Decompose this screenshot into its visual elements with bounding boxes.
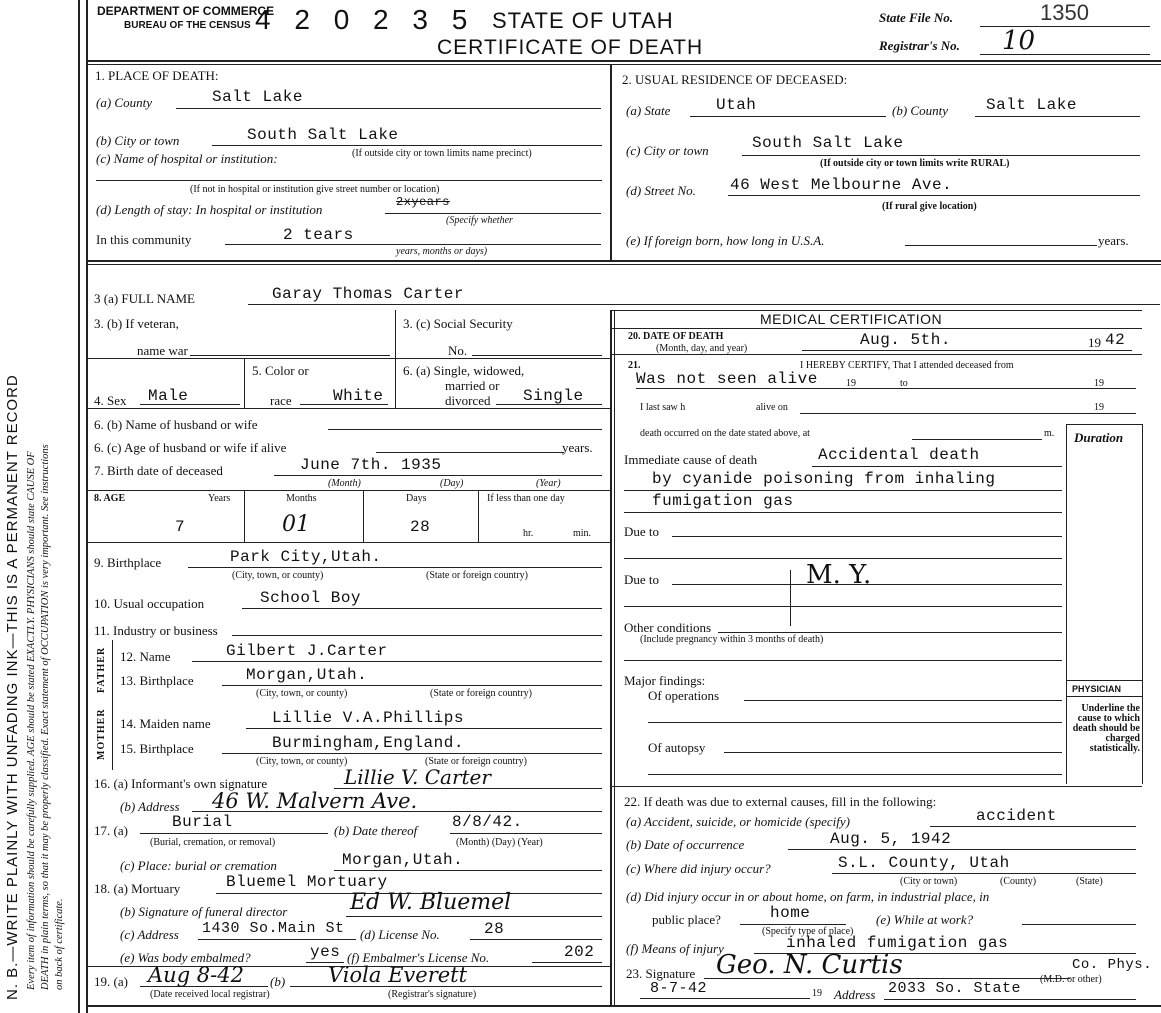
ext-a-value: accident <box>976 807 1057 825</box>
informant-address-value: 46 W. Malvern Ave. <box>212 789 418 813</box>
mother-birthplace-value: Burmingham,England. <box>272 734 464 752</box>
immediate-cause-3: fumigation gas <box>652 492 794 510</box>
death-occurred-label: death occurred on the date stated above, at <box>640 428 810 439</box>
hr-label: hr. <box>523 528 534 539</box>
length-of-stay-label: (d) Length of stay: In hospital or institution <box>96 202 323 217</box>
res-city-label: (c) City or town <box>626 143 709 158</box>
father-name-label: 12. Name <box>120 649 171 664</box>
occupation-label: 10. Usual occupation <box>94 596 205 611</box>
disposition-note: (Burial, cremation, or removal) <box>150 837 276 848</box>
race-value: White <box>333 387 384 405</box>
age-days-head: Days <box>406 493 427 504</box>
physician-signature: Geo. N. Curtis <box>716 950 903 980</box>
sidebar-note-2: DEATH in plain terms, so that it may be properly classified. Exact statement of OCCUPATION is very important. See instructions <box>40 444 51 990</box>
marital-label-3: divorced <box>445 393 491 408</box>
date-of-death-sub: (Month, day, and year) <box>656 343 748 354</box>
birthplace-label: 9. Birthplace <box>94 555 162 570</box>
ext-c-label: (c) Where did injury occur? <box>626 861 771 876</box>
certificate-number: 4 2 0 2 3 5 <box>255 4 476 35</box>
ext-f-label: (f) Means of injury <box>626 941 724 956</box>
mdy-note: (Month) (Day) (Year) <box>456 837 543 848</box>
war-label: name war <box>137 343 188 358</box>
foreign-years-label: years. <box>1098 233 1129 248</box>
medical-title: MEDICAL CERTIFICATION <box>760 311 943 327</box>
month-note: (Month) <box>328 478 361 489</box>
rural-location-note: (If rural give location) <box>882 201 977 212</box>
color-label: 5. Color or <box>252 363 309 378</box>
sidebar-note-3: on back of certificate. <box>54 898 65 990</box>
age-label: 8. AGE <box>94 493 126 504</box>
death-county-value: Salt Lake <box>212 88 303 106</box>
state-heading: STATE OF UTAH <box>492 8 674 33</box>
age-months-value: 01 <box>282 512 310 537</box>
ext-c-value: S.L. County, Utah <box>838 854 1010 872</box>
res-county-value: Salt Lake <box>986 96 1077 114</box>
bp-state-note: (State or foreign country) <box>426 570 528 581</box>
ymd-note: years, months or days) <box>396 246 488 257</box>
sidebar-note-1: Every item of information should be carefully supplied. AGE should be stated EXACTLY. PHYSICIANS should state CAUSE OF <box>26 451 37 990</box>
death-city-label: (b) City or town <box>96 133 180 148</box>
other-conditions-note: (Include pregnancy within 3 months of death) <box>640 634 824 645</box>
burial-date-value: 8/8/42. <box>452 813 523 831</box>
burial-place-value: Morgan,Utah. <box>342 851 464 869</box>
disposition-label: 17. (a) <box>94 823 128 838</box>
res-county-label: (b) County <box>892 103 948 118</box>
last-saw-19: 19 <box>1094 402 1104 413</box>
external-causes-label: 22. If death was due to external causes, fill in the following: <box>624 794 937 809</box>
physician-head: PHYSICIAN <box>1072 684 1122 694</box>
registrar-date: Aug 8-42 <box>148 963 244 987</box>
registrar-number-label: Registrar's No. <box>879 38 960 53</box>
informant-address-label: (b) Address <box>120 799 180 814</box>
year-note: (Year) <box>536 478 561 489</box>
signature-address-label: Address <box>834 987 876 1002</box>
immediate-cause-2: by cyanide poisoning from inhaling <box>652 470 996 488</box>
birth-date-label: 7. Birth date of deceased <box>94 463 223 478</box>
not-hospital-note: (If not in hospital or institution give street number or location) <box>190 184 440 195</box>
am-pm-label: m. <box>1044 428 1055 439</box>
cause-initials: M. Y. <box>806 560 872 590</box>
sex-value: Male <box>148 387 189 405</box>
sex-label: 4. Sex <box>94 393 127 408</box>
attended-19-b: 19 <box>1094 378 1104 389</box>
ext-c-state-note: (State) <box>1076 876 1103 887</box>
registrar-b-label: (b) <box>270 974 286 989</box>
res-city-value: South Salt Lake <box>752 134 904 152</box>
marital-label: 6. (a) Single, widowed, <box>403 363 525 378</box>
ext-b-label: (b) Date of occurrence <box>626 837 745 852</box>
state-file-label: State File No. <box>879 10 954 25</box>
specify-note: (Specify whether <box>446 215 513 226</box>
stay-struck-value: 2xyears <box>396 195 450 209</box>
mother-name-label: 14. Maiden name <box>120 716 211 731</box>
alive-on-label: alive on <box>756 402 788 413</box>
of-operations-label: Of operations <box>648 688 720 703</box>
death-county-label: (a) County <box>96 95 152 110</box>
death-city-value: South Salt Lake <box>247 126 399 144</box>
marital-value: Single <box>523 387 584 405</box>
registrar-number: 10 <box>1002 26 1036 56</box>
ssn-label: 3. (c) Social Security <box>403 316 513 331</box>
father-city-note: (City, town, or county) <box>256 688 348 699</box>
age-years-head: Years <box>208 493 231 504</box>
embalmed-label: (e) Was body embalmed? <box>120 950 251 965</box>
ssn-no-label: No. <box>448 343 468 358</box>
bp-city-note: (City, town, or county) <box>232 570 324 581</box>
mother-city-note: (City, town, or county) <box>256 756 348 767</box>
immediate-cause-1: Accidental death <box>818 446 980 464</box>
registrar-label: 19. (a) <box>94 974 128 989</box>
full-name-label: 3 (a) FULL NAME <box>94 291 195 306</box>
informant-label: 16. (a) Informant's own signature <box>94 776 268 791</box>
age-months-head: Months <box>286 493 317 504</box>
of-autopsy-label: Of autopsy <box>648 740 706 755</box>
signature-address-value: 2033 So. State <box>888 980 1022 997</box>
license-label: (d) License No. <box>360 927 440 942</box>
father-birthplace-label: 13. Birthplace <box>120 673 194 688</box>
other-conditions-label: Other conditions <box>624 620 712 635</box>
spouse-name-label: 6. (b) Name of husband or wife <box>94 417 258 432</box>
physician-title: Co. Phys. <box>1072 957 1153 973</box>
ext-a-label: (a) Accident, suicide, or homicide (specify) <box>626 814 850 829</box>
res-state-value: Utah <box>716 96 757 114</box>
date-of-death-label: 20. DATE OF DEATH <box>628 331 724 342</box>
rural-note: (If outside city or town limits write RURAL) <box>820 158 1010 169</box>
attended-to: to <box>900 378 908 389</box>
ext-c-city-note: (City or town) <box>900 876 958 887</box>
death-year-value: 42 <box>1105 331 1126 349</box>
embalmer-license-label: (f) Embalmer's License No. <box>347 950 490 965</box>
birth-date-value: June 7th. 1935 <box>300 456 442 474</box>
mortuary-address-value: 1430 So.Main St <box>202 920 345 937</box>
sidebar-main-text: N. B.—WRITE PLAINLY WITH UNFADING INK—THIS IS A PERMANENT RECORD <box>4 374 21 1000</box>
due-to-2-label: Due to <box>624 572 660 587</box>
ext-c-county-note: (County) <box>1000 876 1037 887</box>
director-signature: Ed W. Bluemel <box>350 890 512 915</box>
physician-note: Underline the cause to which death should be charged statistically. <box>1072 703 1140 754</box>
signature-date: 8-7-42 <box>650 980 708 997</box>
license-value: 28 <box>484 920 505 938</box>
mother-birthplace-label: 15. Birthplace <box>120 741 194 756</box>
immediate-cause-label: Immediate cause of death <box>624 452 758 467</box>
major-findings-label: Major findings: <box>624 673 706 688</box>
due-to-1-label: Due to <box>624 524 660 539</box>
state-file-number: 1350 <box>1040 0 1089 25</box>
duration-head: Duration <box>1074 430 1124 445</box>
place-of-death-title: 1. PLACE OF DEATH: <box>95 68 219 83</box>
registrar-signature: Viola Everett <box>328 963 468 987</box>
signature-19: 19 <box>812 988 822 999</box>
ext-d-label-2: public place? <box>652 912 721 927</box>
father-tag: FATHER <box>96 646 107 693</box>
mortuary-address-label: (c) Address <box>120 927 179 942</box>
father-state-note: (State or foreign country) <box>430 688 532 699</box>
attended-19-a: 19 <box>846 378 856 389</box>
informant-signature: Lillie V. Carter <box>344 765 491 789</box>
foreign-born-label: (e) If foreign born, how long in U.S.A. <box>626 233 825 248</box>
mortuary-label: 18. (a) Mortuary <box>94 881 181 896</box>
full-name-value: Garay Thomas Carter <box>272 285 464 303</box>
veteran-label: 3. (b) If veteran, <box>94 316 179 331</box>
md-or-other-note: (M.D. or other) <box>1040 974 1102 985</box>
instructions-sidebar <box>0 0 80 1013</box>
father-name-value: Gilbert J.Carter <box>226 642 388 660</box>
mother-state-note: (State or foreign country) <box>425 756 527 767</box>
signature-label: 23. Signature <box>626 966 696 981</box>
father-birthplace-value: Morgan,Utah. <box>246 666 368 684</box>
marital-label-2: married or <box>445 378 500 393</box>
community-label: In this community <box>96 232 192 247</box>
certify-text: I HEREBY CERTIFY, That I attended deceased from <box>800 360 1014 371</box>
occupation-value: School Boy <box>260 589 362 607</box>
mortuary-value: Bluemel Mortuary <box>226 873 388 891</box>
ext-e-label: (e) While at work? <box>876 912 974 927</box>
community-value: 2 tears <box>283 226 354 244</box>
spouse-years-label: years. <box>562 440 593 455</box>
director-label: (b) Signature of funeral director <box>120 904 288 919</box>
res-state-label: (a) State <box>626 103 671 118</box>
attended-value: Was not seen alive <box>636 370 818 388</box>
residence-title: 2. USUAL RESIDENCE OF DECEASED: <box>622 72 848 87</box>
hospital-note: (If outside city or town limits name precinct) <box>352 148 532 159</box>
race-label: race <box>270 393 292 408</box>
res-street-value: 46 West Melbourne Ave. <box>730 176 953 194</box>
last-saw-label: I last saw h <box>640 402 686 413</box>
age-days-value: 28 <box>410 518 431 536</box>
ext-d-note: (Specify type of place) <box>762 926 854 937</box>
item-21-label: 21. <box>628 360 641 371</box>
ext-d-value: home <box>770 904 811 922</box>
mother-tag: MOTHER <box>96 708 107 760</box>
min-label: min. <box>573 528 592 539</box>
age-years-value: 7 <box>175 518 186 536</box>
department-label: DEPARTMENT OF COMMERCE <box>97 4 275 18</box>
bureau-label: BUREAU OF THE CENSUS <box>124 20 251 31</box>
mother-name-value: Lillie V.A.Phillips <box>272 709 464 727</box>
registrar-sig-note: (Registrar's signature) <box>388 989 477 1000</box>
date-of-death-value: Aug. 5th. <box>860 331 951 349</box>
embalmed-value: yes <box>310 943 341 961</box>
registrar-date-note: (Date received local registrar) <box>150 989 270 1000</box>
age-less-head: If less than one day <box>487 493 565 504</box>
burial-date-label: (b) Date thereof <box>334 823 418 838</box>
burial-place-label: (c) Place: burial or cremation <box>120 858 277 873</box>
death-year-prefix: 19 <box>1088 335 1101 350</box>
certificate-heading: CERTIFICATE OF DEATH <box>437 36 704 59</box>
day-note: (Day) <box>440 478 464 489</box>
ext-b-value: Aug. 5, 1942 <box>830 830 952 848</box>
hospital-label: (c) Name of hospital or institution: <box>96 151 278 166</box>
res-street-label: (d) Street No. <box>626 183 696 198</box>
industry-label: 11. Industry or business <box>94 623 218 638</box>
ext-d-label: (d) Did injury occur in or about home, on farm, in industrial place, in <box>626 889 990 904</box>
disposition-value: Burial <box>172 813 233 831</box>
spouse-age-label: 6. (c) Age of husband or wife if alive <box>94 440 287 455</box>
birthplace-value: Park City,Utah. <box>230 548 382 566</box>
ext-f-value: inhaled fumigation gas <box>786 934 1009 952</box>
embalmer-license-value: 202 <box>564 943 595 961</box>
